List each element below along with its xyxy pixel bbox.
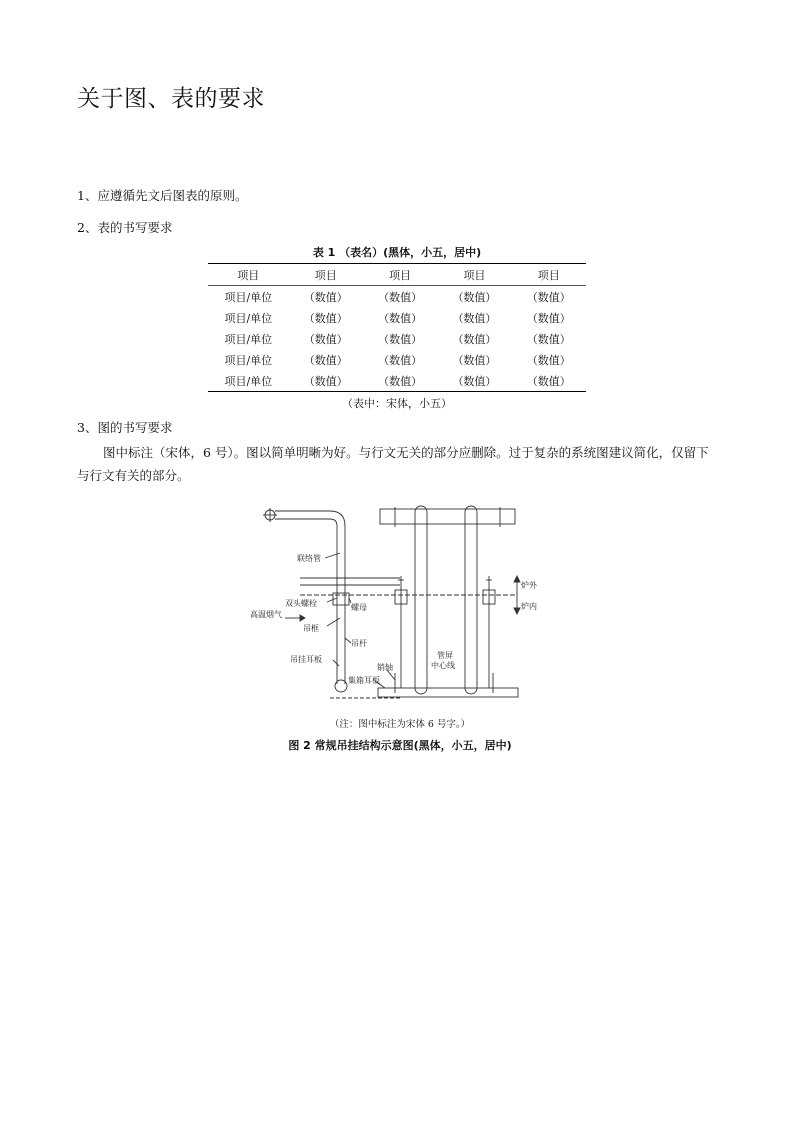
tube-panel-left xyxy=(415,506,427,694)
table-cell: 项目/单位 xyxy=(224,353,273,367)
label-jixiang: 集箱耳板 xyxy=(348,676,380,685)
table-cell: （数值） xyxy=(526,311,571,325)
section-2-heading: 2、表的书写要求 xyxy=(77,220,173,235)
table-header-row xyxy=(208,264,586,286)
table-header-cell: 项目 xyxy=(463,268,486,282)
table-header-cell: 项目 xyxy=(237,268,260,282)
label-diaogua: 吊挂耳板 xyxy=(290,655,322,664)
table-cell: （数值） xyxy=(378,311,423,325)
table-cell: （数值） xyxy=(303,332,348,346)
label-gaowen: 高温烟气 xyxy=(250,610,282,619)
figure-caption: 图 2 常规吊挂结构示意图(黑体，小五，居中) xyxy=(288,739,512,752)
table-row xyxy=(208,349,586,370)
figure-note: （注：图中标注为宋体 6 号字。） xyxy=(329,719,471,730)
table-cell: （数值） xyxy=(452,353,497,367)
table-header-cell: 项目 xyxy=(389,268,412,282)
table-cell: 项目/单位 xyxy=(224,290,273,304)
header-box xyxy=(378,688,518,697)
table-cell: （数值） xyxy=(303,353,348,367)
label-xiaozhou: 销轴 xyxy=(377,663,393,672)
label-hunei: 炉内 xyxy=(521,602,537,611)
label-shuangtou: 双头螺栓 xyxy=(285,599,317,608)
label-guanping: 管屏 xyxy=(437,651,453,660)
table-row xyxy=(208,286,586,308)
label-luomu: 螺母 xyxy=(351,603,367,612)
table-cell: （数值） xyxy=(526,374,571,388)
table-cell: （数值） xyxy=(378,374,423,388)
table-cell: （数值） xyxy=(526,290,571,304)
table-header-cell: 项目 xyxy=(314,268,337,282)
table-cell: 项目/单位 xyxy=(224,311,273,325)
hanger-lug-circle xyxy=(335,680,347,692)
label-diaogan: 吊杆 xyxy=(351,639,367,648)
table-cell: （数值） xyxy=(452,374,497,388)
table-row xyxy=(208,370,586,392)
section-1-text: 1、应遵循先文后图表的原则。 xyxy=(77,188,248,203)
table-cell: 项目/单位 xyxy=(224,332,273,346)
data-table xyxy=(208,263,586,392)
page-title: 关于图、表的要求 xyxy=(77,86,265,112)
table-cell: （数值） xyxy=(452,332,497,346)
table-caption: 表 1 （表名）(黑体，小五，居中) xyxy=(312,246,482,259)
table-cell: （数值） xyxy=(526,353,571,367)
section-3-heading: 3、图的书写要求 xyxy=(77,420,173,435)
table-cell: （数值） xyxy=(303,374,348,388)
label-diaokuang: 吊框 xyxy=(303,624,319,633)
label-lianluoguan: 联络管 xyxy=(297,554,321,563)
top-beam xyxy=(380,509,515,524)
table-cell: （数值） xyxy=(378,332,423,346)
section-3-body: 图中标注（宋体，6 号）。图以简单明晰为好。与行文无关的部分应删除。过于复杂的系统图建议简化，仅留下与行文有关的部分。 xyxy=(77,445,709,483)
table-cell: （数值） xyxy=(303,311,348,325)
label-zhongxin: 中心线 xyxy=(431,661,455,670)
table-row xyxy=(208,307,586,328)
table-cell: （数值） xyxy=(303,290,348,304)
table-cell: （数值） xyxy=(378,290,423,304)
tube-panel-right xyxy=(465,506,477,694)
table-cell: 项目/单位 xyxy=(224,374,273,388)
hanger-structure-diagram xyxy=(245,498,555,708)
label-huwai: 炉外 xyxy=(521,581,537,590)
table-cell: （数值） xyxy=(526,332,571,346)
table-note: （表中：宋体，小五） xyxy=(342,397,452,410)
table-header-cell: 项目 xyxy=(537,268,560,282)
table-cell: （数值） xyxy=(378,353,423,367)
table-cell: （数值） xyxy=(452,290,497,304)
table-row xyxy=(208,328,586,349)
table-cell: （数值） xyxy=(452,311,497,325)
